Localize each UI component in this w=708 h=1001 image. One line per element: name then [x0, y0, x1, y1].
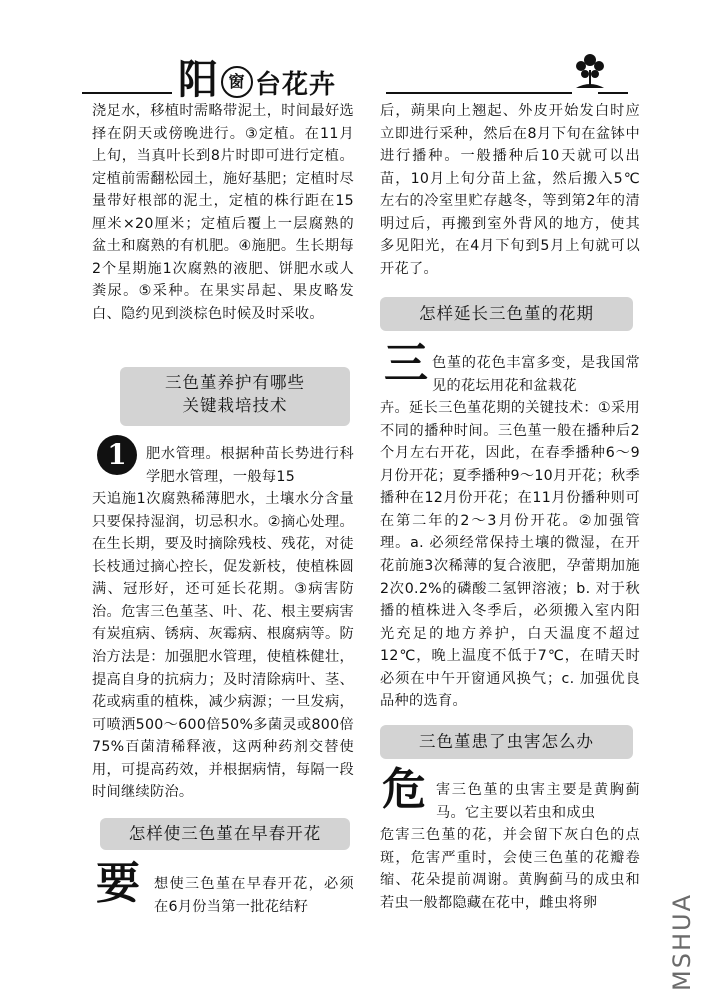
dropcap-san: 三: [384, 338, 428, 389]
section-title: 阳 窗 台花卉: [178, 56, 337, 103]
banner-heading-pests: 三色堇患了虫害怎么办: [380, 725, 633, 759]
dropcap-number-one: 1: [97, 435, 137, 475]
dropcap-wei: 危: [382, 764, 426, 815]
left-paragraph-early-spring: 想使三色堇在早春开花，必须在6月份当第一批花结籽: [154, 876, 354, 915]
right-paragraph-extend-rest: 卉。延长三色堇花期的关键技术：①采用不同的播种时间。三色堇一般在播种后2个月左右开花，因此，在春季播种6～9月份开花；夏季播种9～10月开花；秋季播种在12月份开花；在11月份播种则可在第二年的2～3月份开花。②加强管理。a. 必须经常保持土壤的微湿，在开花前施3次稀薄的复合液肥，孕蕾期加施2次0.2%的磷酸二氢钾溶液；b. 对于秋播的植株进入冬季后，必须搬入室内阳光充足的地方养护，白天温度不超过12℃，晚上温度不低于7℃，在晴天时必须在中午开窗通风换气；c. 加强优良品种的选育。: [380, 400, 640, 710]
dropcap-yao: 要: [96, 858, 140, 909]
banner-heading-extend-flowering: 怎样延长三色堇的花期: [380, 297, 633, 331]
right-column-top-text: 后，蒴果向上翘起、外皮开始发白时应立即进行采种，然后在8月下旬在盆钵中进行播种。一般播种后10天就可以出苗，10月上旬分苗上盆，然后搬入5℃左右的冷室里贮存越冬，等到第2年的清明过后，再搬到室外背风的地方，使其多见阳光，在4月下旬到5月上旬就可以开花了。: [380, 103, 640, 277]
header-rule-left: [82, 92, 172, 94]
left-paragraph-care-rest: 天追施1次腐熟稀薄肥水，土壤水分含量只要保持湿润，切忌积水。②摘心处理。在生长期，要及时摘除残枝、残花，对徒长枝通过摘心控长，促发新枝，使植株圆满、冠形好，还可延长花期。③病害防治。危害三色堇茎、叶、花、根主要病害有炭疽病、锈病、灰霉病、根腐病等。防治方法是：加强肥水管理，使植株健壮，提高自身的抗病力；及时清除病叶、茎、花或病重的植株，减少病源；一旦发病，可喷洒500～600倍50%多菌灵或800倍75%百菌清稀释液，这两种药剂交替使用，可提高药效，并根据病情，每隔一段时间继续防治。: [92, 491, 354, 801]
header-rule-flower: [598, 92, 628, 94]
header-rule-right: [386, 92, 572, 94]
watermark: MSHUA: [668, 893, 696, 991]
right-paragraph-pests-first: 害三色堇的虫害主要是黄胸蓟马。它主要以若虫和成虫: [436, 782, 640, 821]
right-paragraph-pests-rest: 危害三色堇的花，并会留下灰白色的点斑，危害严重时，会使三色堇的花瓣卷缩、花朵提前凋谢。黄胸蓟马的成虫和若虫一般都隐藏在花中，雌虫将卵: [380, 827, 640, 911]
left-paragraph-care-first: 肥水管理。根据种苗长势进行科学肥水管理，一般每15: [146, 446, 354, 485]
banner-heading-care: 三色堇养护有哪些 关键栽培技术: [120, 367, 350, 426]
flower-icon: [572, 52, 608, 92]
right-paragraph-extend-first: 色堇的花色丰富多变，是我国常见的花坛用花和盆栽花: [432, 355, 640, 394]
left-column-top-text: 浇足水，移植时需略带泥土，时间最好选择在阴天或傍晚进行。③定植。在11月上旬，当真叶长到8片时即可进行定植。定植前需翻松园土，施好基肥；定植时尽量带好根部的泥土，定植的株行距在15厘米×20厘米；定植后覆上一层腐熟的盆土和腐熟的有机肥。④施肥。生长期每2个星期施1次腐熟的液肥、饼肥水或人粪尿。⑤采种。在果实昂起、果皮略发白、隐约见到淡棕色时候及时采收。: [92, 103, 354, 322]
banner-heading-early-spring: 怎样使三色堇在早春开花: [100, 818, 350, 850]
title-circle-mark: 窗: [221, 66, 253, 98]
